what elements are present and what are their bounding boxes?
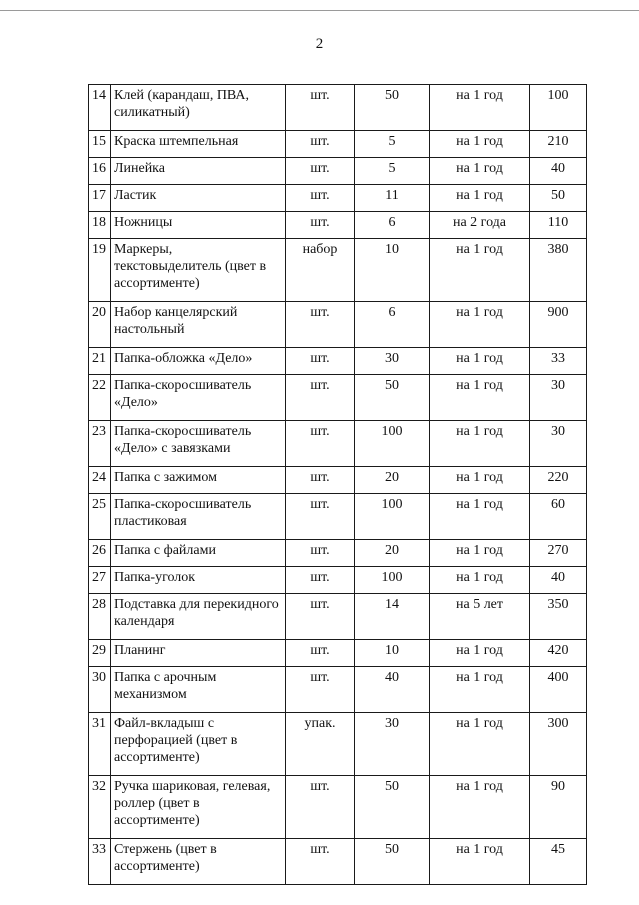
table-row — [89, 85, 587, 131]
quantity-cell: 14 — [355, 594, 430, 640]
unit-of-measure-cell: шт. — [286, 375, 355, 421]
unit-of-measure-cell: шт. — [286, 467, 355, 494]
table-row — [89, 567, 587, 594]
quantity-cell: 30 — [355, 713, 430, 776]
table-row — [89, 467, 587, 494]
unit-price-cell: 90 — [530, 776, 587, 839]
quantity-cell: 100 — [355, 567, 430, 594]
row-number-cell: 22 — [89, 375, 111, 421]
unit-price-cell: 420 — [530, 640, 587, 667]
item-name-cell: Папка с арочным механизмом — [111, 667, 286, 713]
row-number-cell: 16 — [89, 158, 111, 185]
unit-of-measure-cell: шт. — [286, 212, 355, 239]
table-row — [89, 212, 587, 239]
usage-period-cell: на 1 год — [430, 131, 530, 158]
row-number-cell: 17 — [89, 185, 111, 212]
table-row — [89, 494, 587, 540]
unit-of-measure-cell: шт. — [286, 158, 355, 185]
table-row — [89, 540, 587, 567]
row-number-cell: 29 — [89, 640, 111, 667]
row-number-cell: 32 — [89, 776, 111, 839]
unit-price-cell: 30 — [530, 421, 587, 467]
unit-price-cell: 900 — [530, 302, 587, 348]
unit-price-cell: 350 — [530, 594, 587, 640]
quantity-cell: 50 — [355, 776, 430, 839]
unit-of-measure-cell: шт. — [286, 839, 355, 885]
item-name-cell: Ручка шариковая, гелевая, роллер (цвет в ассортименте) — [111, 776, 286, 839]
item-name-cell: Папка с файлами — [111, 540, 286, 567]
table-row — [89, 667, 587, 713]
quantity-cell: 50 — [355, 375, 430, 421]
unit-of-measure-cell: упак. — [286, 713, 355, 776]
quantity-cell: 10 — [355, 640, 430, 667]
item-name-cell: Папка-уголок — [111, 567, 286, 594]
unit-of-measure-cell: шт. — [286, 594, 355, 640]
usage-period-cell: на 1 год — [430, 713, 530, 776]
unit-price-cell: 210 — [530, 131, 587, 158]
table-row — [89, 421, 587, 467]
row-number-cell: 33 — [89, 839, 111, 885]
supplies-table-body — [89, 85, 587, 885]
item-name-cell: Ножницы — [111, 212, 286, 239]
item-name-cell: Папка с зажимом — [111, 467, 286, 494]
unit-of-measure-cell: шт. — [286, 667, 355, 713]
usage-period-cell: на 1 год — [430, 540, 530, 567]
usage-period-cell: на 5 лет — [430, 594, 530, 640]
quantity-cell: 5 — [355, 131, 430, 158]
quantity-cell: 50 — [355, 839, 430, 885]
table-row — [89, 302, 587, 348]
row-number-cell: 26 — [89, 540, 111, 567]
table-row — [89, 640, 587, 667]
item-name-cell: Папка-скоросшиватель пластиковая — [111, 494, 286, 540]
row-number-cell: 31 — [89, 713, 111, 776]
unit-price-cell: 380 — [530, 239, 587, 302]
item-name-cell: Ластик — [111, 185, 286, 212]
item-name-cell: Стержень (цвет в ассортименте) — [111, 839, 286, 885]
row-number-cell: 14 — [89, 85, 111, 131]
table-row — [89, 131, 587, 158]
table-row — [89, 348, 587, 375]
row-number-cell: 20 — [89, 302, 111, 348]
unit-of-measure-cell: шт. — [286, 302, 355, 348]
item-name-cell: Краска штемпельная — [111, 131, 286, 158]
row-number-cell: 30 — [89, 667, 111, 713]
unit-of-measure-cell: шт. — [286, 776, 355, 839]
table-row — [89, 713, 587, 776]
row-number-cell: 25 — [89, 494, 111, 540]
item-name-cell: Папка-скоросшиватель «Дело» с завязками — [111, 421, 286, 467]
quantity-cell: 11 — [355, 185, 430, 212]
unit-price-cell: 33 — [530, 348, 587, 375]
unit-of-measure-cell: набор — [286, 239, 355, 302]
quantity-cell: 6 — [355, 302, 430, 348]
usage-period-cell: на 1 год — [430, 494, 530, 540]
quantity-cell: 20 — [355, 540, 430, 567]
usage-period-cell: на 2 года — [430, 212, 530, 239]
usage-period-cell: на 1 год — [430, 239, 530, 302]
quantity-cell: 20 — [355, 467, 430, 494]
quantity-cell: 10 — [355, 239, 430, 302]
unit-of-measure-cell: шт. — [286, 494, 355, 540]
unit-price-cell: 400 — [530, 667, 587, 713]
quantity-cell: 6 — [355, 212, 430, 239]
quantity-cell: 50 — [355, 85, 430, 131]
unit-of-measure-cell: шт. — [286, 640, 355, 667]
item-name-cell: Набор канцелярский настольный — [111, 302, 286, 348]
unit-price-cell: 40 — [530, 158, 587, 185]
unit-price-cell: 45 — [530, 839, 587, 885]
table-row — [89, 239, 587, 302]
supplies-table — [88, 84, 587, 885]
unit-price-cell: 50 — [530, 185, 587, 212]
item-name-cell: Папка-обложка «Дело» — [111, 348, 286, 375]
unit-of-measure-cell: шт. — [286, 185, 355, 212]
usage-period-cell: на 1 год — [430, 185, 530, 212]
unit-price-cell: 110 — [530, 212, 587, 239]
unit-price-cell: 300 — [530, 713, 587, 776]
usage-period-cell: на 1 год — [430, 640, 530, 667]
unit-price-cell: 60 — [530, 494, 587, 540]
unit-price-cell: 40 — [530, 567, 587, 594]
usage-period-cell: на 1 год — [430, 667, 530, 713]
page-top-rule — [0, 10, 639, 11]
row-number-cell: 27 — [89, 567, 111, 594]
row-number-cell: 18 — [89, 212, 111, 239]
usage-period-cell: на 1 год — [430, 567, 530, 594]
unit-of-measure-cell: шт. — [286, 540, 355, 567]
row-number-cell: 19 — [89, 239, 111, 302]
table-row — [89, 185, 587, 212]
quantity-cell: 40 — [355, 667, 430, 713]
row-number-cell: 28 — [89, 594, 111, 640]
unit-of-measure-cell: шт. — [286, 85, 355, 131]
usage-period-cell: на 1 год — [430, 348, 530, 375]
unit-price-cell: 100 — [530, 85, 587, 131]
unit-price-cell: 220 — [530, 467, 587, 494]
unit-of-measure-cell: шт. — [286, 421, 355, 467]
item-name-cell: Планинг — [111, 640, 286, 667]
table-row — [89, 594, 587, 640]
row-number-cell: 23 — [89, 421, 111, 467]
unit-of-measure-cell: шт. — [286, 348, 355, 375]
item-name-cell: Клей (карандаш, ПВА, силикатный) — [111, 85, 286, 131]
row-number-cell: 15 — [89, 131, 111, 158]
usage-period-cell: на 1 год — [430, 375, 530, 421]
unit-price-cell: 30 — [530, 375, 587, 421]
item-name-cell: Файл-вкладыш с перфорацией (цвет в ассортименте) — [111, 713, 286, 776]
table-row — [89, 158, 587, 185]
usage-period-cell: на 1 год — [430, 85, 530, 131]
quantity-cell: 100 — [355, 494, 430, 540]
row-number-cell: 24 — [89, 467, 111, 494]
unit-price-cell: 270 — [530, 540, 587, 567]
item-name-cell: Папка-скоросшиватель «Дело» — [111, 375, 286, 421]
usage-period-cell: на 1 год — [430, 421, 530, 467]
table-row — [89, 839, 587, 885]
item-name-cell: Маркеры, текстовыделитель (цвет в ассортименте) — [111, 239, 286, 302]
item-name-cell: Линейка — [111, 158, 286, 185]
row-number-cell: 21 — [89, 348, 111, 375]
table-row — [89, 776, 587, 839]
usage-period-cell: на 1 год — [430, 839, 530, 885]
quantity-cell: 30 — [355, 348, 430, 375]
page-number: 2 — [315, 36, 324, 52]
usage-period-cell: на 1 год — [430, 776, 530, 839]
quantity-cell: 100 — [355, 421, 430, 467]
usage-period-cell: на 1 год — [430, 467, 530, 494]
unit-of-measure-cell: шт. — [286, 567, 355, 594]
item-name-cell: Подставка для перекидного календаря — [111, 594, 286, 640]
usage-period-cell: на 1 год — [430, 158, 530, 185]
table-row — [89, 375, 587, 421]
usage-period-cell: на 1 год — [430, 302, 530, 348]
unit-of-measure-cell: шт. — [286, 131, 355, 158]
quantity-cell: 5 — [355, 158, 430, 185]
